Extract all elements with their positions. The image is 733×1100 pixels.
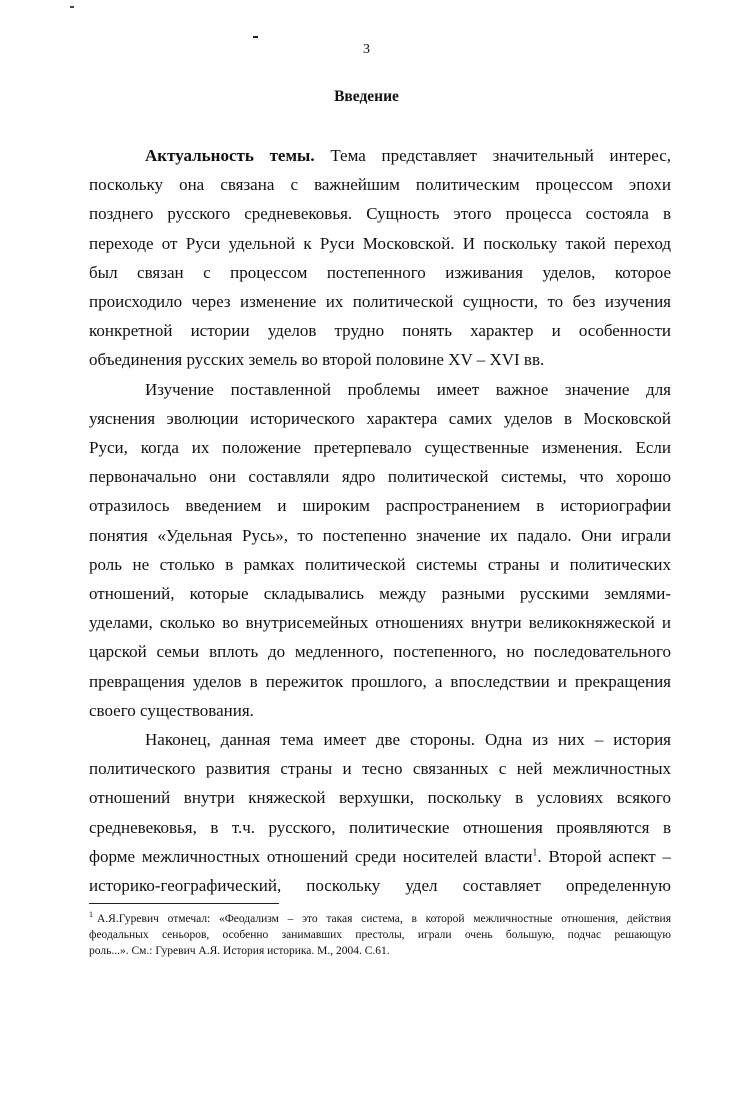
paragraph-3-line-with-note: форме межличностных отношений среди носителей власти$^1$. Второй аспект – [89, 846, 671, 866]
paragraph-1-line: переходе от Руси удельной к Руси Московской. И поскольку такой переход [89, 233, 671, 253]
paragraph-2-line: отразилось введением и широким распространением в историографии [89, 496, 671, 516]
paragraph-2-line: понятия «Удельная Русь», то постепенно значение их падало. Они играли [89, 525, 671, 545]
paragraph-2-line: роль не столько в рамках политической системы страны и политических [89, 554, 671, 574]
paragraph-3-line: политического развития страны и тесно связанных с ней межличностных [89, 759, 671, 779]
paragraph-1-line: поскольку она связана с важнейшим политическим процессом эпохи [89, 175, 671, 195]
paragraph-2-line: уяснения эволюции исторического характера самих уделов в Московской [89, 408, 671, 428]
paragraph-1-line-1: Актуальность темы. Тема представляет значительный интерес, [145, 146, 671, 165]
footnote-marker: 1 [89, 910, 93, 920]
paragraph-2-line: Изучение поставленной проблемы имеет важное значение для [145, 379, 671, 399]
paragraph-2-line: своего существования. [89, 700, 254, 720]
paragraph-1-line: был связан с процессом постепенного изживания уделов, которое [89, 262, 671, 282]
footnote [89, 911, 671, 959]
footnote-reference[interactable]: 1 [532, 847, 538, 859]
paragraph-2-line: первоначально они составляли ядро политической системы, что хорошо [89, 467, 671, 487]
footnote-line: феодальных сеньоров, особенно занимавших престолы, играли очень большую, подчас решающую [89, 929, 671, 941]
paragraph-1-lead: Актуальность темы. [145, 146, 315, 165]
paragraph-2-line: превращения уделов в пережиток прошлого, а впоследствии и прекращения [89, 671, 671, 691]
paragraph-2-line: отношений, которые складывались между разными русскими землями- [89, 584, 671, 604]
paragraph-3-line: Наконец, данная тема имеет две стороны. Одна из них – история [145, 730, 671, 750]
paragraph-1-line: объединения русских земель во второй половине XV – XVI вв. [89, 350, 545, 370]
paragraph-2-line: Руси, когда их положение претерпевало существенные изменения. Если [89, 438, 671, 458]
paragraph-1-line: происходило через изменение их политической сущности, то без изучения [89, 292, 671, 312]
paragraph-3-line: средневековья, в т.ч. русского, политические отношения проявляются в [89, 817, 671, 837]
paragraph-2-line: царской семьи вплоть до медленного, постепенного, но последовательного [89, 642, 671, 662]
paragraph-1-line: позднего русского средневековья. Сущность этого процесса состояла в [89, 204, 671, 224]
footnote-line: роль...». См.: Гуревич А.Я. История историка. М., 2004. С.61. [89, 945, 390, 957]
paragraph-1-line: конкретной истории уделов трудно понять характер и особенности [89, 321, 671, 341]
paragraph-3-line: историко-географический, поскольку удел составляет определенную [89, 876, 671, 896]
footnote-divider [89, 903, 279, 904]
section-title: Введение [334, 88, 399, 105]
footnote-line: $^1$ А.Я.Гуревич отмечал: «Феодализм – это такая система, в которой межличностные отношения, действия [89, 910, 671, 925]
page-number: 3 [363, 42, 370, 57]
paragraph-3-line: отношений внутри княжеской верхушки, поскольку в условиях всякого [89, 788, 671, 808]
main-text [89, 141, 671, 900]
paragraph-2-line: уделами, сколько во внутрисемейных отношениях внутри великокняжеской и [89, 613, 671, 633]
